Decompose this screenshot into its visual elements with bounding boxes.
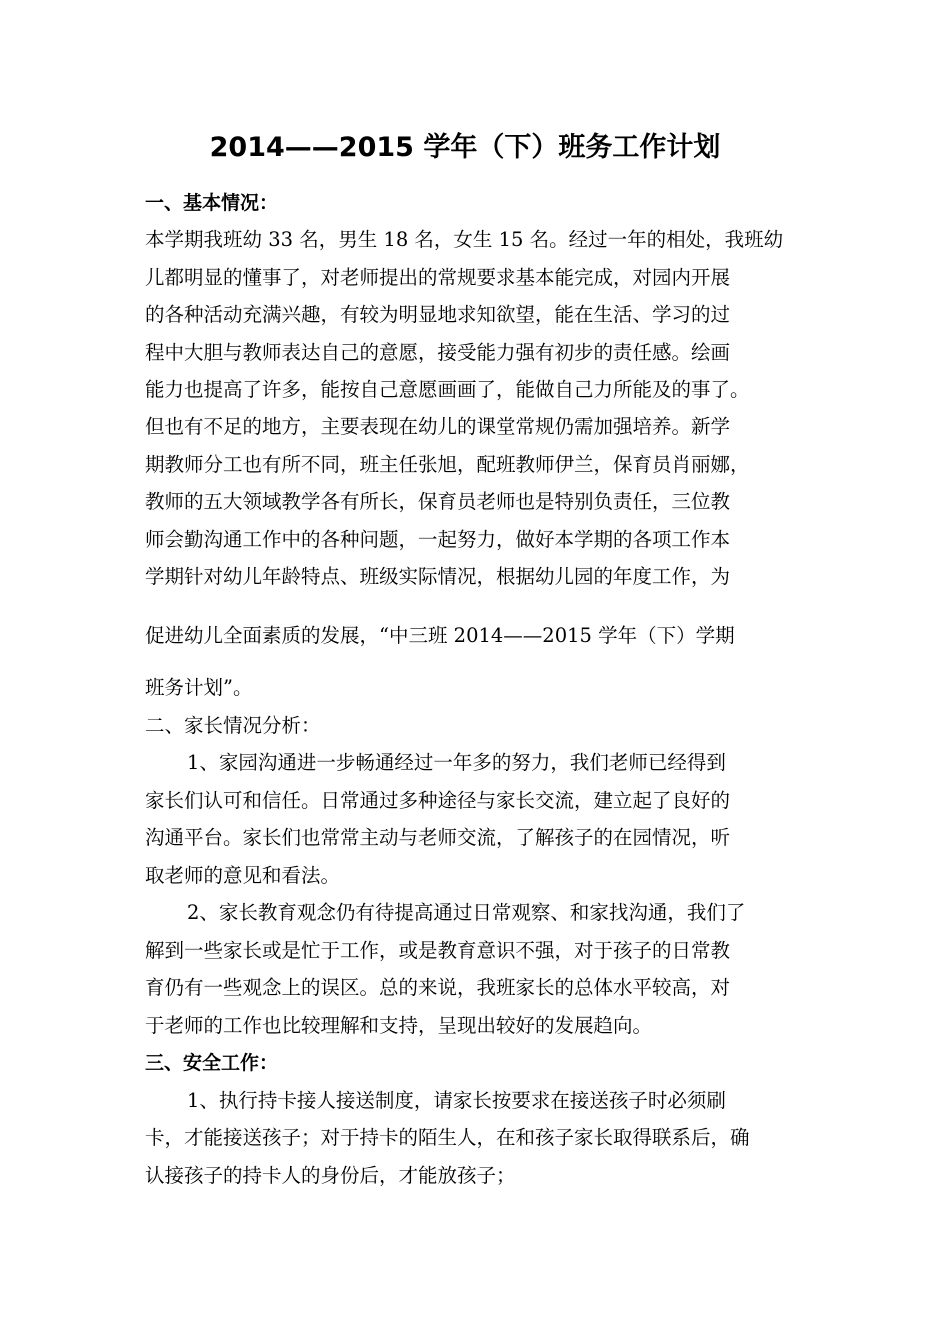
paragraph-line: 促进幼儿全面素质的发展，“中三班 2014——2015 学年（下）学期 (145, 624, 735, 647)
paragraph-line: 期教师分工也有所不同，班主任张旭，配班教师伊兰，保育员肖丽娜， (145, 453, 750, 476)
paragraph-line: 于老师的工作也比较理解和支持，呈现出较好的发展趋向。 (145, 1014, 653, 1037)
paragraph-line: 2、家长教育观念仍有待提高通过日常观察、和家找沟通，我们了 (187, 901, 746, 924)
section-heading-safety: 三、安全工作： (145, 1052, 279, 1074)
paragraph-line: 1、执行持卡接人接送制度，请家长按要求在接送孩子时必须刷 (187, 1089, 726, 1112)
paragraph-line: 儿都明显的懂事了，对老师提出的常规要求基本能完成，对园内开展 (145, 266, 731, 289)
paragraph-line: 本学期我班幼 33 名，男生 18 名，女生 15 名。经过一年的相处，我班幼 (145, 228, 784, 251)
paragraph-line: 的各种活动充满兴趣，有较为明显地求知欲望，能在生活、学习的过 (145, 303, 731, 326)
paragraph-line: 学期针对幼儿年龄特点、班级实际情况，根据幼儿园的年度工作，为 (145, 565, 731, 588)
paragraph-line: 沟通平台。家长们也常常主动与老师交流，了解孩子的在园情况，听 (145, 826, 731, 849)
paragraph-line: 取老师的意见和看法。 (145, 864, 341, 887)
paragraph-line: 家长们认可和信任。日常通过多种途径与家长交流，建立起了良好的 (145, 789, 731, 812)
paragraph-line: 教师的五大领域教学各有所长，保育员老师也是特别负责任，三位教 (145, 490, 731, 513)
paragraph-line: 能力也提高了许多，能按自己意愿画画了，能做自己力所能及的事了。 (145, 378, 750, 401)
section-heading-basic: 一、基本情况： (145, 192, 279, 214)
paragraph-line: 但也有不足的地方，主要表现在幼儿的课堂常规仍需加强培养。新学 (145, 415, 731, 438)
paragraph-line: 程中大胆与教师表达自己的意愿，接受能力强有初步的责任感。绘画 (145, 341, 731, 364)
paragraph-line: 育仍有一些观念上的误区。总的来说，我班家长的总体水平较高，对 (145, 976, 731, 999)
document-title: 2014——2015 学年（下）班务工作计划 (209, 132, 721, 163)
paragraph-line: 1、家园沟通进一步畅通经过一年多的努力，我们老师已经得到 (187, 751, 726, 774)
paragraph-line: 班务计划”。 (145, 676, 253, 699)
paragraph-line: 师会勤沟通工作中的各种问题，一起努力，做好本学期的各项工作本 (145, 528, 731, 551)
paragraph-line: 认接孩子的持卡人的身份后，才能放孩子； (145, 1164, 516, 1187)
section-heading-parents: 二、家长情况分析： (145, 714, 321, 737)
paragraph-line: 卡，才能接送孩子；对于持卡的陌生人，在和孩子家长取得联系后，确 (145, 1126, 750, 1149)
paragraph-line: 解到一些家长或是忙于工作，或是教育意识不强，对于孩子的日常教 (145, 939, 731, 962)
